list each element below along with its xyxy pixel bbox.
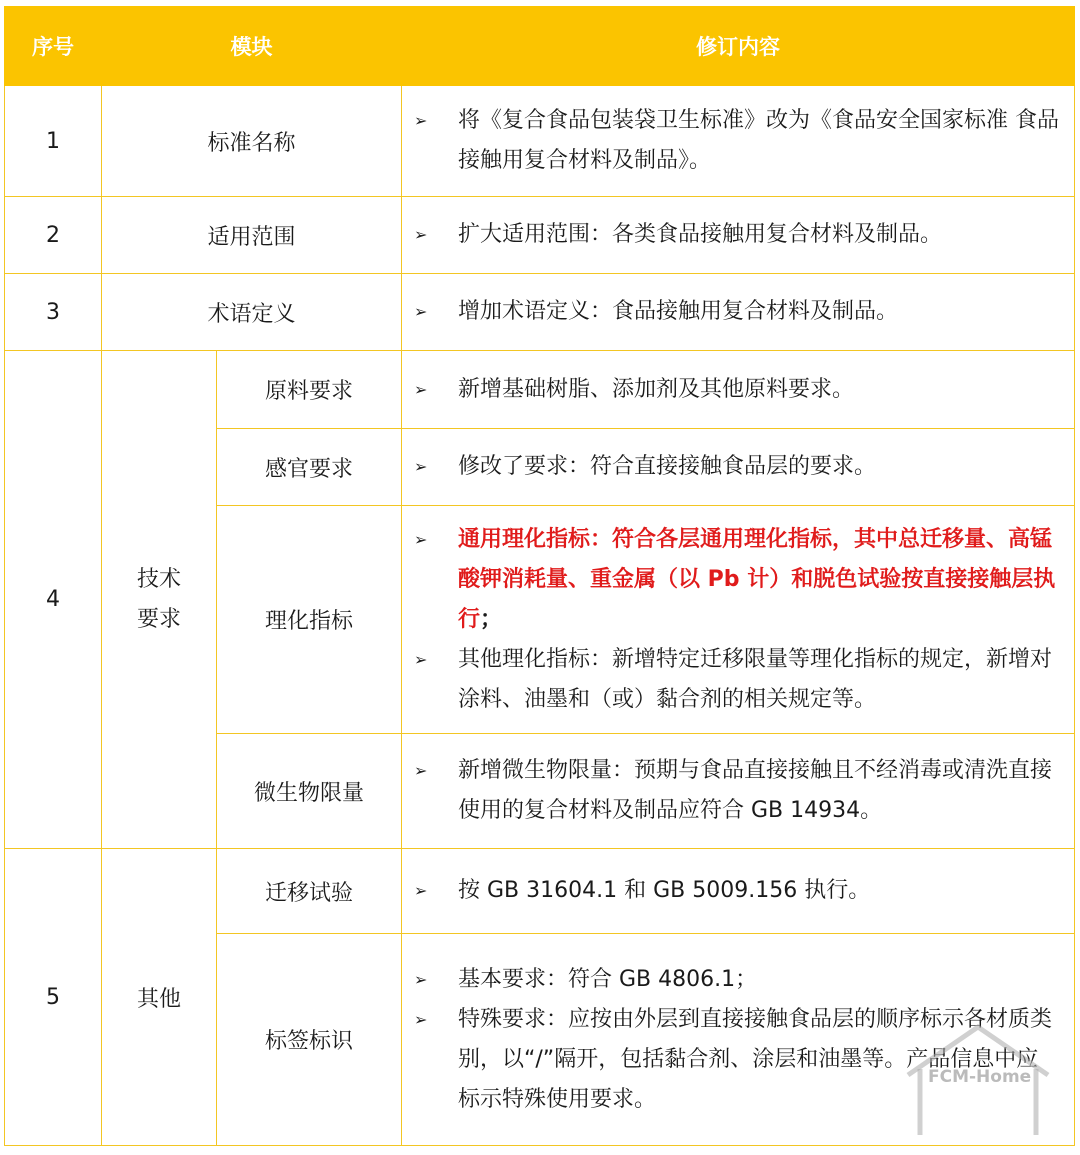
header-content: 修订内容 [402,7,1075,86]
bullet-item [414,292,1060,332]
highlighted-text: 通用理化指标：符合各层通用理化指标，其中总迁移量、高锰酸钾消耗量、重金属（以 Pb 计）和脱色试验按直接接触层执行 [458,526,1056,632]
module-line: 技术 [136,566,181,592]
bullet-text: 修改了要求：符合直接接触食品层的要求。 [458,454,877,479]
arrowhead-bullet-icon: ➢ [414,649,428,669]
serial-cell: 1 [5,86,102,197]
table-row [5,197,1075,274]
bullet-item [414,370,1060,410]
table-row [5,849,1075,934]
bullet-text: 增加术语定义：食品接触用复合材料及制品。 [458,299,899,324]
arrowhead-bullet-icon: ➢ [414,111,428,130]
arrowhead-bullet-icon: ➢ [414,1009,428,1029]
submodule-cell: 感官要求 [217,429,402,506]
content-cell [402,274,1075,351]
module-line: 要求 [136,606,181,632]
header-serial: 序号 [5,7,102,86]
submodule-cell: 标签标识 [217,934,402,1146]
bullet-text: 将《复合食品包装袋卫生标准》改为《食品安全国家标准 食品接触用复合材料及制品》。 [458,108,1059,173]
bullet-item [414,640,1060,720]
module-cell: 标准名称 [102,86,402,197]
bullet-item [414,871,1060,911]
content-cell [402,734,1075,849]
module-cell [102,351,217,849]
arrowhead-bullet-icon: ➢ [414,761,428,780]
table-header-row [5,7,1075,86]
arrowhead-bullet-icon: ➢ [414,969,428,989]
serial-cell: 2 [5,197,102,274]
content-cell [402,197,1075,274]
bullet-text: 基本要求：符合 GB 4806.1； [458,966,758,992]
table-row [5,86,1075,197]
submodule-cell: 迁移试验 [217,849,402,934]
bullet-text: 新增微生物限量：预期与食品直接接触且不经消毒或清洗直接使用的复合材料及制品应符合 GB 14934。 [458,758,1053,823]
content-cell [402,506,1075,734]
bullet-item [414,101,1060,181]
arrowhead-bullet-icon: ➢ [414,379,428,399]
bullet-text: 扩大适用范围：各类食品接触用复合材料及制品。 [458,222,943,247]
submodule-cell: 理化指标 [217,506,402,734]
module-cell: 其他 [102,849,217,1146]
bullet-text-tail: ； [480,606,503,632]
watermark-text: FCM-Home [928,1067,1032,1087]
content-cell [402,849,1075,934]
bullet-text: 新增基础树脂、添加剂及其他原料要求。 [458,376,855,402]
arrowhead-bullet-icon: ➢ [414,881,428,900]
serial-cell: 4 [5,351,102,849]
content-cell [402,351,1075,429]
bullet-text: 按 GB 31604.1 和 GB 5009.156 执行。 [458,878,871,903]
module-cell: 术语定义 [102,274,402,351]
bullet-item [414,215,1060,255]
bullet-text: 其他理化指标：新增特定迁移限量等理化指标的规定，新增对涂料、油墨和（或）黏合剂的相关规定等。 [458,646,1053,712]
table-row [5,274,1075,351]
module-cell: 适用范围 [102,197,402,274]
watermark [898,1017,1058,1137]
bullet-text: 特殊要求：应按由外层到直接接触食品层的顺序标示各材质类别，以“/”隔开，包括黏合剂、涂层和油墨等。产品信息中应标示特殊使用要求。 [458,1006,1053,1112]
submodule-cell: 原料要求 [217,351,402,429]
submodule-cell: 微生物限量 [217,734,402,849]
serial-cell: 5 [5,849,102,1146]
bullet-item [414,447,1060,487]
arrowhead-bullet-icon: ➢ [414,529,428,549]
serial-cell: 3 [5,274,102,351]
header-module: 模块 [102,7,402,86]
revision-table [4,6,1075,1146]
content-cell [402,429,1075,506]
table-row [5,351,1075,429]
bullet-item [414,751,1060,831]
arrowhead-bullet-icon: ➢ [414,457,428,476]
arrowhead-bullet-icon: ➢ [414,225,428,244]
arrowhead-bullet-icon: ➢ [414,302,428,321]
bullet-item [414,960,1060,1000]
content-cell [402,86,1075,197]
bullet-item [414,520,1060,640]
